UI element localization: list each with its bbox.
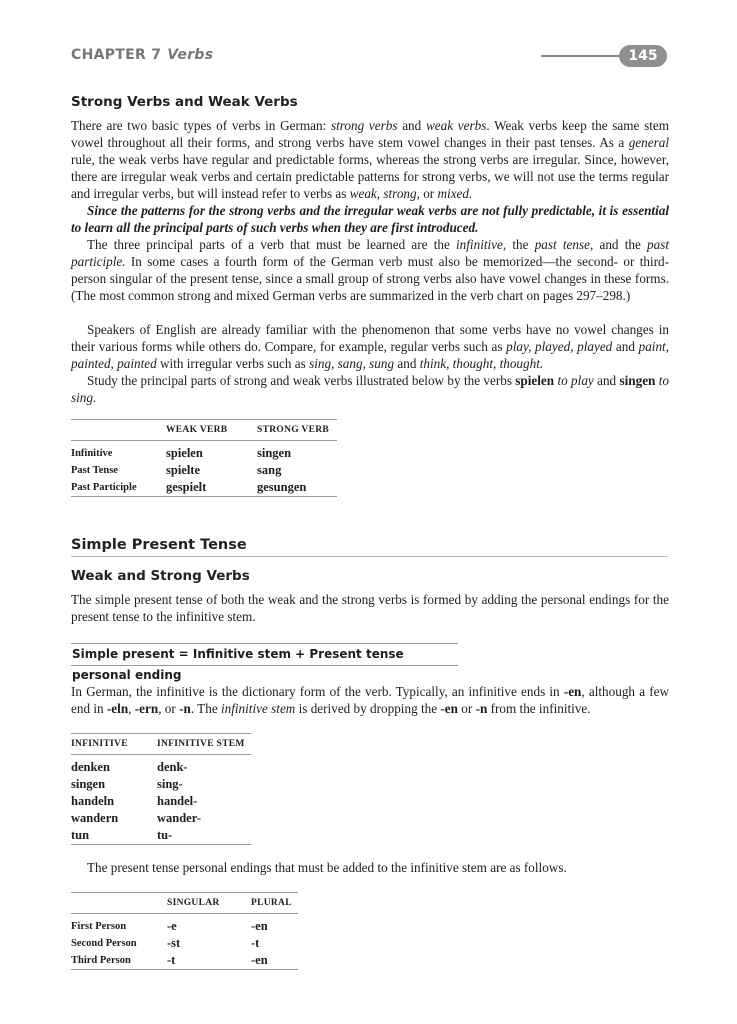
text-run: Speakers of English are already familiar with the phenomenon that some verbs have no vowel changes in their various forms while others do. Compare, for example, regular verbs such as xyxy=(71,322,669,354)
chapter-title: Verbs xyxy=(167,47,214,63)
italic-term: strong verbs xyxy=(330,118,398,133)
table-row: Third Person -t -en xyxy=(71,953,268,967)
table-row: singen sing- xyxy=(71,777,183,791)
paragraph-study xyxy=(71,372,669,406)
italic-term: weak, strong, xyxy=(349,186,420,201)
text-run: and xyxy=(612,339,639,354)
emphasis-text: Since the patterns for the strong verbs and the irregular weak verbs are not fully predictable, it is essential to learn all the principal parts of such verbs when they are first introduced. xyxy=(71,203,669,235)
text-run: In some cases a fourth form of the German verb must also be memorized—the second- or third-person singular of the present tense, since a small group of strong verbs also have vowel changes in these forms. (The most common strong and mixed German verbs are summarized in the verb chart on pages 297–298.) xyxy=(71,254,669,303)
bold-term: -n xyxy=(475,701,488,716)
text-run: the xyxy=(506,237,535,252)
text-run: is derived by dropping the xyxy=(295,701,441,716)
text-run: or xyxy=(457,701,476,716)
page-number: 145 xyxy=(619,45,667,67)
text-run: and the xyxy=(593,237,648,252)
table-header-row xyxy=(71,893,298,914)
paragraph-english-comparison xyxy=(71,321,669,372)
table-row: Past Participle gespielt gesungen xyxy=(71,480,307,494)
italic-term: paint, painted, painted xyxy=(71,339,670,371)
italic-term: weak verbs xyxy=(425,118,487,133)
italic-term: infinitive stem xyxy=(220,701,296,716)
paragraph-infinitive xyxy=(71,683,669,717)
bold-term: -en xyxy=(440,701,458,716)
text-run: rule, the weak verbs have regular and predictable forms, whereas the strong verbs are irregular. Since, however, there are irregular weak verbs and certain predictable patterns for strong verbs, we will not use the terms regular and irregular verbs, but will instead refer to verbs as xyxy=(71,152,669,201)
text-run: There are two basic types of verbs in German: xyxy=(71,118,331,133)
bold-term: -en xyxy=(563,684,582,699)
table-row: Past Tense spielte sang xyxy=(71,463,282,477)
column-header: PLURAL xyxy=(251,893,298,914)
table-row: handeln handel- xyxy=(71,794,198,808)
table-row: First Person -e -en xyxy=(71,919,268,933)
bold-term: -eln xyxy=(106,701,129,716)
italic-term: to sing. xyxy=(71,373,670,405)
bold-term: -n xyxy=(179,701,191,716)
text-run: from the infinitive. xyxy=(487,701,591,716)
italic-term: general xyxy=(628,135,669,150)
subheading-weak-strong: Weak and Strong Verbs xyxy=(71,568,250,584)
italic-term: sing, sang, sung xyxy=(309,356,395,371)
italic-term: past tense, xyxy=(534,237,594,252)
paragraph-endings: The present tense personal endings that must be added to the infinitive stem are as follows. xyxy=(87,860,567,875)
text-run: . The xyxy=(190,701,221,716)
column-header: INFINITIVE xyxy=(71,734,157,755)
italic-term: think, thought, thought. xyxy=(419,356,544,371)
bold-term: -ern xyxy=(134,701,159,716)
paragraph-emphasis xyxy=(71,202,669,236)
text-run: Study the principal parts of strong and weak verbs illustrated below by the verbs xyxy=(87,373,516,388)
principal-parts-table xyxy=(71,419,337,497)
section-rule xyxy=(71,556,668,557)
italic-term: infinitive, xyxy=(456,237,507,252)
infinitive-stem-table xyxy=(71,733,251,845)
column-header: STRONG VERB xyxy=(257,420,337,441)
italic-term: mixed. xyxy=(437,186,473,201)
table-row: wandern wander- xyxy=(71,811,201,825)
text-run: and xyxy=(397,118,426,133)
column-header: WEAK VERB xyxy=(166,420,257,441)
text-run: . Weak verbs keep the same stem vowel throughout all their forms, and strong verbs have stem vowel changes in their past tenses. As a xyxy=(71,118,669,150)
table-row: Second Person -st -t xyxy=(71,936,260,950)
formula-box: Simple present = Infinitive stem + Present tense personal ending xyxy=(71,643,458,666)
text-run: , although a few end in xyxy=(71,684,669,716)
text-run: The three principal parts of a verb that must be learned are the xyxy=(87,237,457,252)
italic-term: past participle. xyxy=(71,237,669,269)
text-run: In German, the infinitive is the dictionary form of the verb. Typically, an infinitive ends in xyxy=(71,684,564,699)
text-run: , xyxy=(128,701,135,716)
chapter-label: CHAPTER 7 xyxy=(71,47,162,63)
table-header-row xyxy=(71,734,251,755)
paragraph-intro xyxy=(71,117,669,202)
text-run: and xyxy=(394,356,420,371)
section-heading-simple-present: Simple Present Tense xyxy=(71,537,247,553)
column-header: INFINITIVE STEM xyxy=(157,734,251,755)
table-header-row xyxy=(71,420,337,441)
bold-term: spielen xyxy=(515,373,555,388)
table-row: denken denk- xyxy=(71,760,188,774)
paragraph-principal-parts xyxy=(71,236,669,304)
personal-endings-table xyxy=(71,892,298,970)
column-header: SINGULAR xyxy=(167,893,251,914)
text-run: or xyxy=(419,186,438,201)
italic-term: to play xyxy=(557,373,594,388)
table-row: tun tu- xyxy=(71,828,173,842)
text-run: with irregular verbs such as xyxy=(156,356,310,371)
bold-term: singen xyxy=(619,373,656,388)
section-heading-strong-weak: Strong Verbs and Weak Verbs xyxy=(71,94,298,110)
running-header xyxy=(71,47,213,63)
table-row: Infinitive spielen singen xyxy=(71,446,292,460)
text-run: , or xyxy=(158,701,180,716)
italic-term: play, played, played xyxy=(506,339,613,354)
paragraph-simple-present: The simple present tense of both the weak and the strong verbs is formed by adding the personal endings for the present tense to the infinitive stem. xyxy=(71,592,669,624)
text-run: and xyxy=(593,373,620,388)
header-rule xyxy=(541,55,631,57)
